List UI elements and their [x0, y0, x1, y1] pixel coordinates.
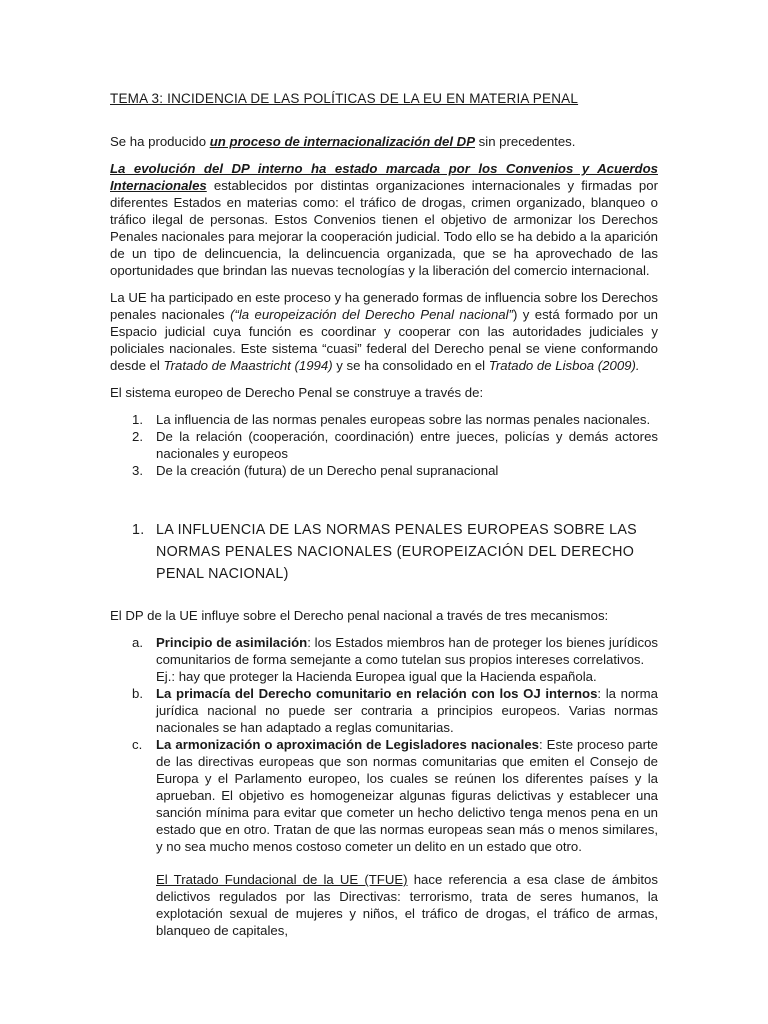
list-item-text: : los Estados miembros han de proteger los bienes jurídicos comunitarios de forma semejante a como tutelan sus propios intereses correlativos. — [156, 635, 658, 667]
paragraph-mechanisms: El DP de la UE influye sobre el Derecho penal nacional a través de tres mecanismos: — [110, 608, 609, 623]
paragraph-system: El sistema europeo de Derecho Penal se construye a través de: — [110, 385, 484, 400]
ue-text-a: La UE ha participado en este proceso y ha generado formas de influencia sobre los Derechos penales nacionales — [110, 290, 658, 322]
list-item-bold: La armonización o aproximación de Legisladores nacionales — [156, 737, 540, 752]
list-item-bold: La primacía del Derecho comunitario en relación con los OJ internos — [156, 686, 598, 701]
list-item-text: De la creación (futura) de un Derecho penal supranacional — [156, 463, 499, 478]
list-marker: 2. — [132, 429, 143, 444]
list-item — [110, 634, 658, 685]
list-item — [110, 428, 658, 462]
list-item — [110, 736, 658, 855]
list-marker: c. — [132, 737, 143, 752]
lettered-list — [110, 634, 658, 855]
ue-text-c: ) y está formado por un Espacio judicial cuya función es coordinar y cooperar con las autoridades judiciales y policiales nacionales. Este sistema “cuasi” federal del Derecho penal se viene conformando desde el — [110, 307, 659, 373]
numbered-list — [110, 411, 658, 479]
list-item-text: De la relación (cooperación, coordinación) entre jueces, policías y demás actores nacionales y europeos — [156, 429, 658, 461]
list-item — [110, 685, 658, 736]
section-marker: 1. — [132, 522, 145, 538]
list-item — [110, 411, 658, 428]
list-item-bold: Principio de asimilación — [156, 635, 308, 650]
document-body — [110, 90, 658, 939]
list-item — [110, 462, 658, 479]
ue-text-b: (“la europeización del Derecho Penal nacional” — [230, 307, 513, 322]
ue-text-e: y se ha consolidado en el — [332, 358, 489, 373]
evolution-text: establecidos por distintas organizaciones internacionales y firmadas por diferentes Estados en materias como: el tráfico de drogas, crimen organizado, blanqueo o tráfico ilegal de personas. Estos Convenios tienen el objetivo de armonizar los Derechos Penales nacionales para mejorar la cooperación judicial. Todo ello se ha debido a la aparición de un tipo de delincuencia, la delincuencia organizada, que se ha aprovechado de las oportunidades que brindan las nuevas tecnologías y la liberación del comercio internacional. — [110, 178, 658, 278]
evolution-emphasis: La evolución del DP interno ha estado marcada por los Convenios y Acuerdos Internacionales — [110, 161, 658, 193]
list-marker: 3. — [132, 463, 143, 478]
list-marker: b. — [132, 686, 143, 701]
tfue-text: hace referencia a esa clase de ámbitos delictivos regulados por las Directivas: terrorismo, trata de seres humanos, la explotación sexual de mujeres y niños, el tráfico de drogas, el tráfico de armas, blanqueo de capitales, — [156, 872, 658, 938]
list-item-text: La influencia de las normas penales europeas sobre las normas penales nacionales. — [156, 412, 651, 427]
ue-text-f: Tratado de Lisboa (2009). — [488, 358, 640, 373]
section-heading-text: LA INFLUENCIA DE LAS NORMAS PENALES EUROPEAS SOBRE LAS NORMAS PENALES NACIONALES (EUROPEIZACIÓN DEL DERECHO PENAL NACIONAL) — [156, 522, 638, 582]
list-marker: a. — [132, 635, 143, 650]
list-marker: 1. — [132, 412, 143, 427]
document-title: TEMA 3: INCIDENCIA DE LAS POLÍTICAS DE LA EU EN MATERIA PENAL — [110, 91, 579, 106]
paragraph-evolution — [110, 160, 658, 279]
list-item-text: : Este proceso parte de las directivas europeas que son normas comunitarias que emiten el Consejo de Europa y el Parlamento europeo, los cuales se reúnen los diferentes países y la aprueban. El objetivo es homogeneizar algunas figuras delictivas y establecer una sanción mínima para evitar que cometer un hecho delictivo tenga menos pena en un estado que en otro. Tratan de que las normas europeas sean más o menos similares, y no sea mucho menos costoso cometer un delito en un estado que otro. — [156, 737, 658, 854]
section-heading — [110, 519, 658, 585]
intro-post: sin precedentes. — [475, 134, 576, 149]
list-item-example: Ej.: hay que proteger la Hacienda Europea igual que la Hacienda española. — [156, 669, 597, 684]
paragraph-intro — [110, 133, 658, 150]
paragraph-ue — [110, 289, 658, 374]
tfue-reference: El Tratado Fundacional de la UE (TFUE) — [156, 872, 408, 887]
list-item-text: : la norma jurídica nacional no puede ser contraria a principios europeos. Varias normas nacionales se han adaptado a reglas comunitarias. — [156, 686, 658, 735]
ue-text-d: Tratado de Maastricht (1994) — [163, 358, 333, 373]
paragraph-tfue — [110, 871, 658, 939]
intro-emphasis: un proceso de internacionalización del DP — [209, 134, 475, 149]
intro-pre: Se ha producido — [110, 134, 210, 149]
